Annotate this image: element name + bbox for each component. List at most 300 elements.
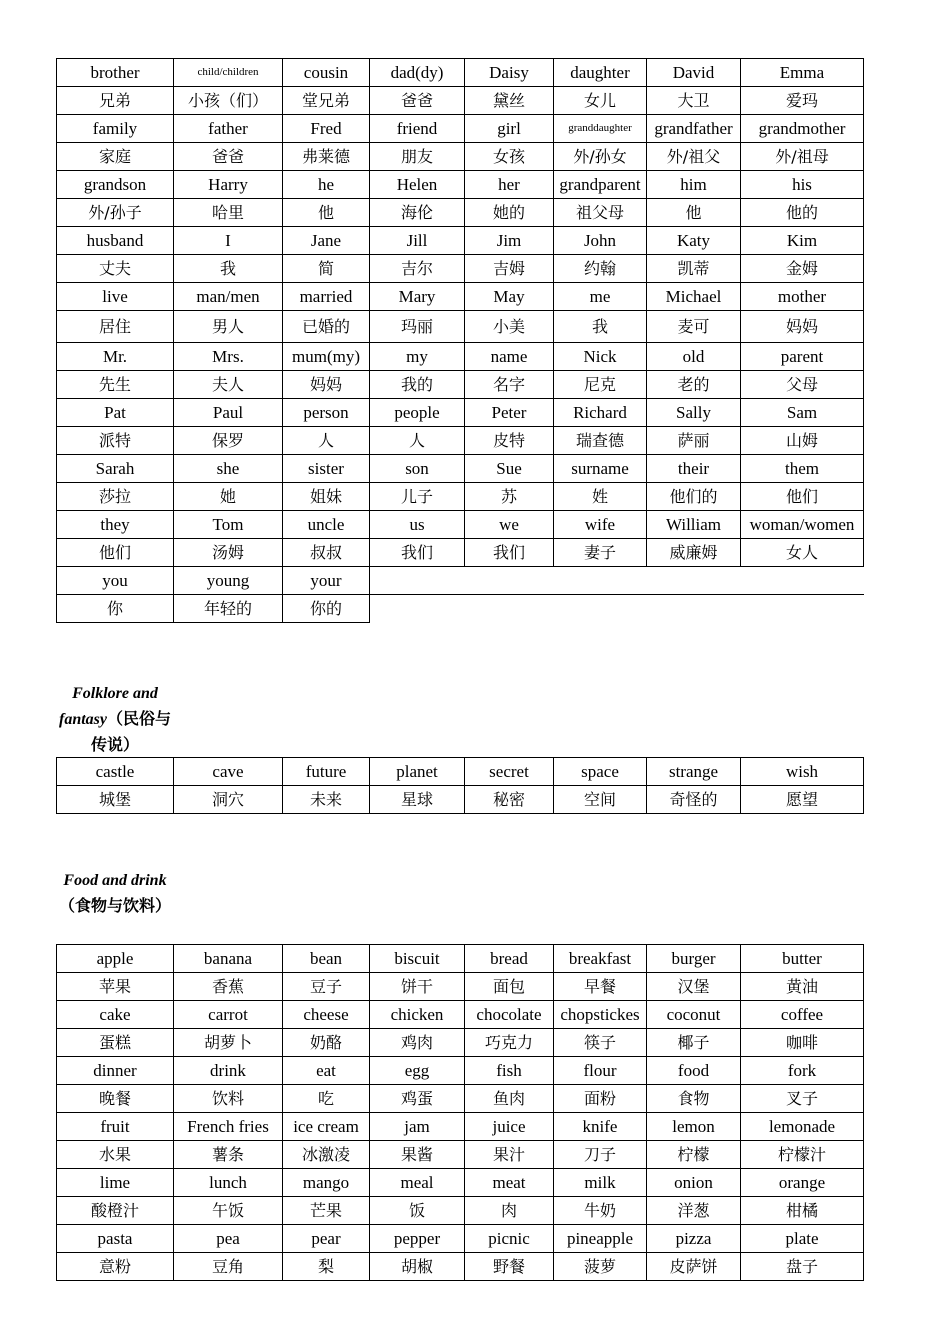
english-word-cell: young — [174, 567, 283, 595]
english-word-cell: picnic — [465, 1225, 554, 1253]
english-word-cell: Katy — [647, 227, 741, 255]
english-word-cell: bread — [465, 945, 554, 973]
chinese-meaning-cell: 约翰 — [554, 255, 647, 283]
english-word-cell: pea — [174, 1225, 283, 1253]
empty-cell — [647, 567, 741, 595]
english-word-cell: Sally — [647, 399, 741, 427]
chinese-meaning-cell: 饮料 — [174, 1085, 283, 1113]
chinese-meaning-cell: 尼克 — [554, 371, 647, 399]
english-word-cell: William — [647, 511, 741, 539]
chinese-meaning-cell: 他的 — [741, 199, 864, 227]
food-heading — [56, 868, 174, 919]
chinese-meaning-cell: 肉 — [465, 1197, 554, 1225]
english-word-cell: Harry — [174, 171, 283, 199]
english-word-row — [57, 115, 864, 143]
chinese-meaning-cell: 他 — [647, 199, 741, 227]
english-word-cell: drink — [174, 1057, 283, 1085]
chinese-meaning-cell: 饭 — [370, 1197, 465, 1225]
chinese-meaning-cell: 果汁 — [465, 1141, 554, 1169]
english-word-cell: Jane — [283, 227, 370, 255]
english-word-cell: woman/women — [741, 511, 864, 539]
english-word-cell: they — [57, 511, 174, 539]
empty-cell — [741, 595, 864, 623]
english-word-cell: apple — [57, 945, 174, 973]
english-word-cell: grandson — [57, 171, 174, 199]
chinese-meaning-cell: 柑橘 — [741, 1197, 864, 1225]
chinese-meaning-cell: 面粉 — [554, 1085, 647, 1113]
english-word-row — [57, 59, 864, 87]
chinese-meaning-cell: 咖啡 — [741, 1029, 864, 1057]
chinese-meaning-cell: 秘密 — [465, 786, 554, 814]
english-word-cell: live — [57, 283, 174, 311]
chinese-meaning-cell: 冰激凌 — [283, 1141, 370, 1169]
chinese-meaning-cell: 凯蒂 — [647, 255, 741, 283]
chinese-meaning-cell: 人 — [283, 427, 370, 455]
chinese-meaning-cell: 妈妈 — [283, 371, 370, 399]
chinese-meaning-cell: 未来 — [283, 786, 370, 814]
chinese-meaning-cell: 小美 — [465, 311, 554, 343]
english-word-cell: burger — [647, 945, 741, 973]
chinese-meaning-cell: 家庭 — [57, 143, 174, 171]
english-word-cell: dad(dy) — [370, 59, 465, 87]
chinese-meaning-cell: 空间 — [554, 786, 647, 814]
english-word-cell: mother — [741, 283, 864, 311]
english-word-cell: my — [370, 343, 465, 371]
chinese-meaning-cell: 汤姆 — [174, 539, 283, 567]
chinese-meaning-cell: 妻子 — [554, 539, 647, 567]
english-word-cell: Michael — [647, 283, 741, 311]
english-word-cell: grandmother — [741, 115, 864, 143]
english-word-cell: person — [283, 399, 370, 427]
english-word-cell: strange — [647, 758, 741, 786]
chinese-meaning-cell: 名字 — [465, 371, 554, 399]
english-word-cell: their — [647, 455, 741, 483]
english-word-cell: grandparent — [554, 171, 647, 199]
chinese-meaning-cell: 已婚的 — [283, 311, 370, 343]
chinese-meaning-cell: 麦可 — [647, 311, 741, 343]
english-word-cell: me — [554, 283, 647, 311]
english-word-cell: Mary — [370, 283, 465, 311]
chinese-meaning-cell: 你 — [57, 595, 174, 623]
english-word-cell: lime — [57, 1169, 174, 1197]
english-word-cell: son — [370, 455, 465, 483]
english-word-cell: ice cream — [283, 1113, 370, 1141]
chinese-meaning-cell: 晚餐 — [57, 1085, 174, 1113]
chinese-meaning-cell: 吉尔 — [370, 255, 465, 283]
english-word-cell: Pat — [57, 399, 174, 427]
english-word-cell: lemon — [647, 1113, 741, 1141]
folklore-vocabulary-table — [56, 757, 864, 814]
english-word-cell: Jim — [465, 227, 554, 255]
chinese-meaning-cell: 我们 — [370, 539, 465, 567]
english-word-cell: David — [647, 59, 741, 87]
english-word-cell: us — [370, 511, 465, 539]
chinese-meaning-cell: 豆角 — [174, 1253, 283, 1281]
english-word-cell: jam — [370, 1113, 465, 1141]
english-word-cell: name — [465, 343, 554, 371]
chinese-meaning-cell: 果酱 — [370, 1141, 465, 1169]
english-word-cell: milk — [554, 1169, 647, 1197]
english-word-cell: his — [741, 171, 864, 199]
chinese-meaning-cell: 女人 — [741, 539, 864, 567]
english-word-cell: Sarah — [57, 455, 174, 483]
english-word-cell: knife — [554, 1113, 647, 1141]
english-word-cell: coconut — [647, 1001, 741, 1029]
english-word-cell: planet — [370, 758, 465, 786]
empty-cell — [554, 567, 647, 595]
english-word-cell: mum(my) — [283, 343, 370, 371]
english-word-cell: cave — [174, 758, 283, 786]
english-word-cell: parent — [741, 343, 864, 371]
chinese-meaning-cell: 苹果 — [57, 973, 174, 1001]
chinese-meaning-cell: 夫人 — [174, 371, 283, 399]
chinese-meaning-row — [57, 87, 864, 115]
chinese-meaning-cell: 莎拉 — [57, 483, 174, 511]
chinese-meaning-cell: 面包 — [465, 973, 554, 1001]
english-word-cell: John — [554, 227, 647, 255]
english-word-cell: flour — [554, 1057, 647, 1085]
chinese-meaning-cell: 叔叔 — [283, 539, 370, 567]
chinese-meaning-cell: 豆子 — [283, 973, 370, 1001]
english-word-cell: dinner — [57, 1057, 174, 1085]
english-word-cell: grandfather — [647, 115, 741, 143]
chinese-meaning-cell: 瑞查德 — [554, 427, 647, 455]
chinese-meaning-cell: 吃 — [283, 1085, 370, 1113]
chinese-meaning-cell: 洞穴 — [174, 786, 283, 814]
food-vocabulary-table — [56, 944, 864, 1281]
english-word-cell: man/men — [174, 283, 283, 311]
chinese-meaning-cell: 弗莱德 — [283, 143, 370, 171]
chinese-meaning-cell: 香蕉 — [174, 973, 283, 1001]
family-vocabulary-table — [56, 58, 864, 623]
empty-cell — [741, 567, 864, 595]
english-word-cell: people — [370, 399, 465, 427]
chinese-meaning-cell: 他们 — [57, 539, 174, 567]
chinese-meaning-row — [57, 255, 864, 283]
english-word-cell: him — [647, 171, 741, 199]
folklore-heading — [56, 681, 174, 758]
english-word-row — [57, 1169, 864, 1197]
food-heading-en: Food and drink — [63, 872, 167, 889]
chinese-meaning-cell: 堂兄弟 — [283, 87, 370, 115]
chinese-meaning-cell: 简 — [283, 255, 370, 283]
english-word-cell: secret — [465, 758, 554, 786]
english-word-cell: Sam — [741, 399, 864, 427]
chinese-meaning-row — [57, 786, 864, 814]
english-word-cell: bean — [283, 945, 370, 973]
chinese-meaning-cell: 饼干 — [370, 973, 465, 1001]
chinese-meaning-row — [57, 973, 864, 1001]
english-word-cell: Mr. — [57, 343, 174, 371]
english-word-cell: family — [57, 115, 174, 143]
english-word-cell: May — [465, 283, 554, 311]
chinese-meaning-cell: 水果 — [57, 1141, 174, 1169]
chinese-meaning-cell: 你的 — [283, 595, 370, 623]
english-word-cell: cake — [57, 1001, 174, 1029]
empty-cell — [370, 567, 465, 595]
english-word-cell: I — [174, 227, 283, 255]
english-word-row — [57, 567, 864, 595]
english-word-cell: Fred — [283, 115, 370, 143]
chinese-meaning-cell: 先生 — [57, 371, 174, 399]
empty-cell — [465, 567, 554, 595]
english-word-row — [57, 1057, 864, 1085]
english-word-cell: Jill — [370, 227, 465, 255]
folklore-heading-en: Folklore and fantasy — [58, 685, 158, 728]
chinese-meaning-cell: 胡椒 — [370, 1253, 465, 1281]
english-word-cell: orange — [741, 1169, 864, 1197]
english-word-cell: future — [283, 758, 370, 786]
chinese-meaning-cell: 城堡 — [57, 786, 174, 814]
english-word-row — [57, 283, 864, 311]
english-word-cell: chicken — [370, 1001, 465, 1029]
chinese-meaning-row — [57, 1029, 864, 1057]
english-word-cell: pizza — [647, 1225, 741, 1253]
english-word-cell: her — [465, 171, 554, 199]
chinese-meaning-cell: 保罗 — [174, 427, 283, 455]
english-word-row — [57, 945, 864, 973]
chinese-meaning-cell: 我 — [174, 255, 283, 283]
chinese-meaning-cell: 早餐 — [554, 973, 647, 1001]
english-word-cell: meal — [370, 1169, 465, 1197]
chinese-meaning-cell: 萨丽 — [647, 427, 741, 455]
chinese-meaning-cell: 奇怪的 — [647, 786, 741, 814]
english-word-cell: biscuit — [370, 945, 465, 973]
english-word-cell: Paul — [174, 399, 283, 427]
english-word-row — [57, 1113, 864, 1141]
english-word-cell: space — [554, 758, 647, 786]
chinese-meaning-cell: 姓 — [554, 483, 647, 511]
chinese-meaning-cell: 派特 — [57, 427, 174, 455]
english-word-cell: carrot — [174, 1001, 283, 1029]
english-word-cell: she — [174, 455, 283, 483]
english-word-row — [57, 1001, 864, 1029]
english-word-cell: plate — [741, 1225, 864, 1253]
english-word-cell: fork — [741, 1057, 864, 1085]
chinese-meaning-cell: 野餐 — [465, 1253, 554, 1281]
chinese-meaning-cell: 海伦 — [370, 199, 465, 227]
english-word-cell: castle — [57, 758, 174, 786]
english-word-cell: pasta — [57, 1225, 174, 1253]
english-word-cell: Richard — [554, 399, 647, 427]
english-word-cell: them — [741, 455, 864, 483]
english-word-cell: coffee — [741, 1001, 864, 1029]
chinese-meaning-cell: 午饭 — [174, 1197, 283, 1225]
chinese-meaning-cell: 汉堡 — [647, 973, 741, 1001]
chinese-meaning-cell: 菠萝 — [554, 1253, 647, 1281]
english-word-cell: food — [647, 1057, 741, 1085]
chinese-meaning-cell: 山姆 — [741, 427, 864, 455]
chinese-meaning-cell: 他们的 — [647, 483, 741, 511]
chinese-meaning-cell: 梨 — [283, 1253, 370, 1281]
chinese-meaning-cell: 年轻的 — [174, 595, 283, 623]
chinese-meaning-row — [57, 371, 864, 399]
empty-cell — [370, 595, 465, 623]
english-word-cell: chocolate — [465, 1001, 554, 1029]
chinese-meaning-cell: 苏 — [465, 483, 554, 511]
chinese-meaning-cell: 外/孙子 — [57, 199, 174, 227]
english-word-cell: Emma — [741, 59, 864, 87]
english-word-cell: lunch — [174, 1169, 283, 1197]
empty-cell — [465, 595, 554, 623]
chinese-meaning-cell: 盘子 — [741, 1253, 864, 1281]
english-word-cell: pepper — [370, 1225, 465, 1253]
chinese-meaning-cell: 叉子 — [741, 1085, 864, 1113]
english-word-cell: Kim — [741, 227, 864, 255]
chinese-meaning-cell: 爸爸 — [370, 87, 465, 115]
chinese-meaning-cell: 星球 — [370, 786, 465, 814]
chinese-meaning-cell: 儿子 — [370, 483, 465, 511]
english-word-row — [57, 1225, 864, 1253]
chinese-meaning-cell: 老的 — [647, 371, 741, 399]
english-word-row — [57, 171, 864, 199]
english-word-cell: eat — [283, 1057, 370, 1085]
english-word-cell: we — [465, 511, 554, 539]
english-word-cell: husband — [57, 227, 174, 255]
chinese-meaning-cell: 大卫 — [647, 87, 741, 115]
chinese-meaning-cell: 刀子 — [554, 1141, 647, 1169]
english-word-cell: butter — [741, 945, 864, 973]
english-word-cell: fruit — [57, 1113, 174, 1141]
english-word-cell: French fries — [174, 1113, 283, 1141]
english-word-cell: daughter — [554, 59, 647, 87]
chinese-meaning-cell: 洋葱 — [647, 1197, 741, 1225]
english-word-cell: Sue — [465, 455, 554, 483]
english-word-cell: old — [647, 343, 741, 371]
english-word-cell: married — [283, 283, 370, 311]
english-word-cell: he — [283, 171, 370, 199]
chinese-meaning-cell: 鸡肉 — [370, 1029, 465, 1057]
chinese-meaning-cell: 爱玛 — [741, 87, 864, 115]
english-word-cell: pineapple — [554, 1225, 647, 1253]
chinese-meaning-cell: 女孩 — [465, 143, 554, 171]
english-word-row — [57, 227, 864, 255]
english-word-cell: your — [283, 567, 370, 595]
chinese-meaning-cell: 哈里 — [174, 199, 283, 227]
chinese-meaning-cell: 外/祖母 — [741, 143, 864, 171]
chinese-meaning-cell: 我们 — [465, 539, 554, 567]
chinese-meaning-cell: 胡萝卜 — [174, 1029, 283, 1057]
chinese-meaning-row — [57, 427, 864, 455]
empty-cell — [647, 595, 741, 623]
chinese-meaning-cell: 姐妹 — [283, 483, 370, 511]
chinese-meaning-cell: 酸橙汁 — [57, 1197, 174, 1225]
chinese-meaning-cell: 牛奶 — [554, 1197, 647, 1225]
english-word-cell: granddaughter — [554, 115, 647, 143]
chinese-meaning-row — [57, 483, 864, 511]
chinese-meaning-row — [57, 143, 864, 171]
chinese-meaning-cell: 黄油 — [741, 973, 864, 1001]
food-heading-zh: （食物与饮料） — [58, 896, 171, 915]
chinese-meaning-cell: 他们 — [741, 483, 864, 511]
chinese-meaning-cell: 鸡蛋 — [370, 1085, 465, 1113]
english-word-cell: brother — [57, 59, 174, 87]
chinese-meaning-cell: 父母 — [741, 371, 864, 399]
chinese-meaning-cell: 柠檬汁 — [741, 1141, 864, 1169]
chinese-meaning-cell: 妈妈 — [741, 311, 864, 343]
chinese-meaning-row — [57, 1141, 864, 1169]
english-word-cell: cheese — [283, 1001, 370, 1029]
chinese-meaning-cell: 爸爸 — [174, 143, 283, 171]
english-word-cell: father — [174, 115, 283, 143]
chinese-meaning-cell: 吉姆 — [465, 255, 554, 283]
english-word-cell: banana — [174, 945, 283, 973]
chinese-meaning-row — [57, 539, 864, 567]
chinese-meaning-cell: 外/孙女 — [554, 143, 647, 171]
chinese-meaning-row — [57, 1085, 864, 1113]
chinese-meaning-cell: 他 — [283, 199, 370, 227]
english-word-cell: girl — [465, 115, 554, 143]
chinese-meaning-cell: 祖父母 — [554, 199, 647, 227]
chinese-meaning-cell: 柠檬 — [647, 1141, 741, 1169]
english-word-cell: wish — [741, 758, 864, 786]
chinese-meaning-row — [57, 199, 864, 227]
chinese-meaning-cell: 筷子 — [554, 1029, 647, 1057]
english-word-cell: Mrs. — [174, 343, 283, 371]
english-word-cell: sister — [283, 455, 370, 483]
chinese-meaning-cell: 外/祖父 — [647, 143, 741, 171]
english-word-cell: wife — [554, 511, 647, 539]
english-word-cell: chopstickes — [554, 1001, 647, 1029]
chinese-meaning-row — [57, 595, 864, 623]
folklore-heading-zh: （民俗与传说） — [90, 709, 171, 754]
chinese-meaning-cell: 椰子 — [647, 1029, 741, 1057]
chinese-meaning-cell: 食物 — [647, 1085, 741, 1113]
english-word-cell: juice — [465, 1113, 554, 1141]
english-word-cell: surname — [554, 455, 647, 483]
chinese-meaning-cell: 人 — [370, 427, 465, 455]
chinese-meaning-cell: 皮特 — [465, 427, 554, 455]
english-word-cell: Peter — [465, 399, 554, 427]
chinese-meaning-cell: 芒果 — [283, 1197, 370, 1225]
chinese-meaning-cell: 兄弟 — [57, 87, 174, 115]
chinese-meaning-row — [57, 311, 864, 343]
english-word-row — [57, 758, 864, 786]
english-word-row — [57, 343, 864, 371]
english-word-cell: pear — [283, 1225, 370, 1253]
chinese-meaning-cell: 蛋糕 — [57, 1029, 174, 1057]
chinese-meaning-cell: 小孩（们） — [174, 87, 283, 115]
chinese-meaning-cell: 意粉 — [57, 1253, 174, 1281]
chinese-meaning-cell: 男人 — [174, 311, 283, 343]
english-word-cell: you — [57, 567, 174, 595]
chinese-meaning-cell: 奶酪 — [283, 1029, 370, 1057]
chinese-meaning-cell: 丈夫 — [57, 255, 174, 283]
chinese-meaning-cell: 威廉姆 — [647, 539, 741, 567]
english-word-cell: egg — [370, 1057, 465, 1085]
english-word-cell: lemonade — [741, 1113, 864, 1141]
chinese-meaning-row — [57, 1197, 864, 1225]
chinese-meaning-cell: 居住 — [57, 311, 174, 343]
english-word-row — [57, 455, 864, 483]
chinese-meaning-cell: 皮萨饼 — [647, 1253, 741, 1281]
english-word-cell: Daisy — [465, 59, 554, 87]
english-word-cell: child/children — [174, 59, 283, 87]
english-word-cell: cousin — [283, 59, 370, 87]
english-word-row — [57, 399, 864, 427]
chinese-meaning-cell: 我 — [554, 311, 647, 343]
empty-cell — [554, 595, 647, 623]
chinese-meaning-cell: 薯条 — [174, 1141, 283, 1169]
chinese-meaning-cell: 黛丝 — [465, 87, 554, 115]
english-word-cell: Nick — [554, 343, 647, 371]
chinese-meaning-cell: 她的 — [465, 199, 554, 227]
english-word-cell: friend — [370, 115, 465, 143]
chinese-meaning-cell: 愿望 — [741, 786, 864, 814]
chinese-meaning-row — [57, 1253, 864, 1281]
chinese-meaning-cell: 女儿 — [554, 87, 647, 115]
chinese-meaning-cell: 金姆 — [741, 255, 864, 283]
